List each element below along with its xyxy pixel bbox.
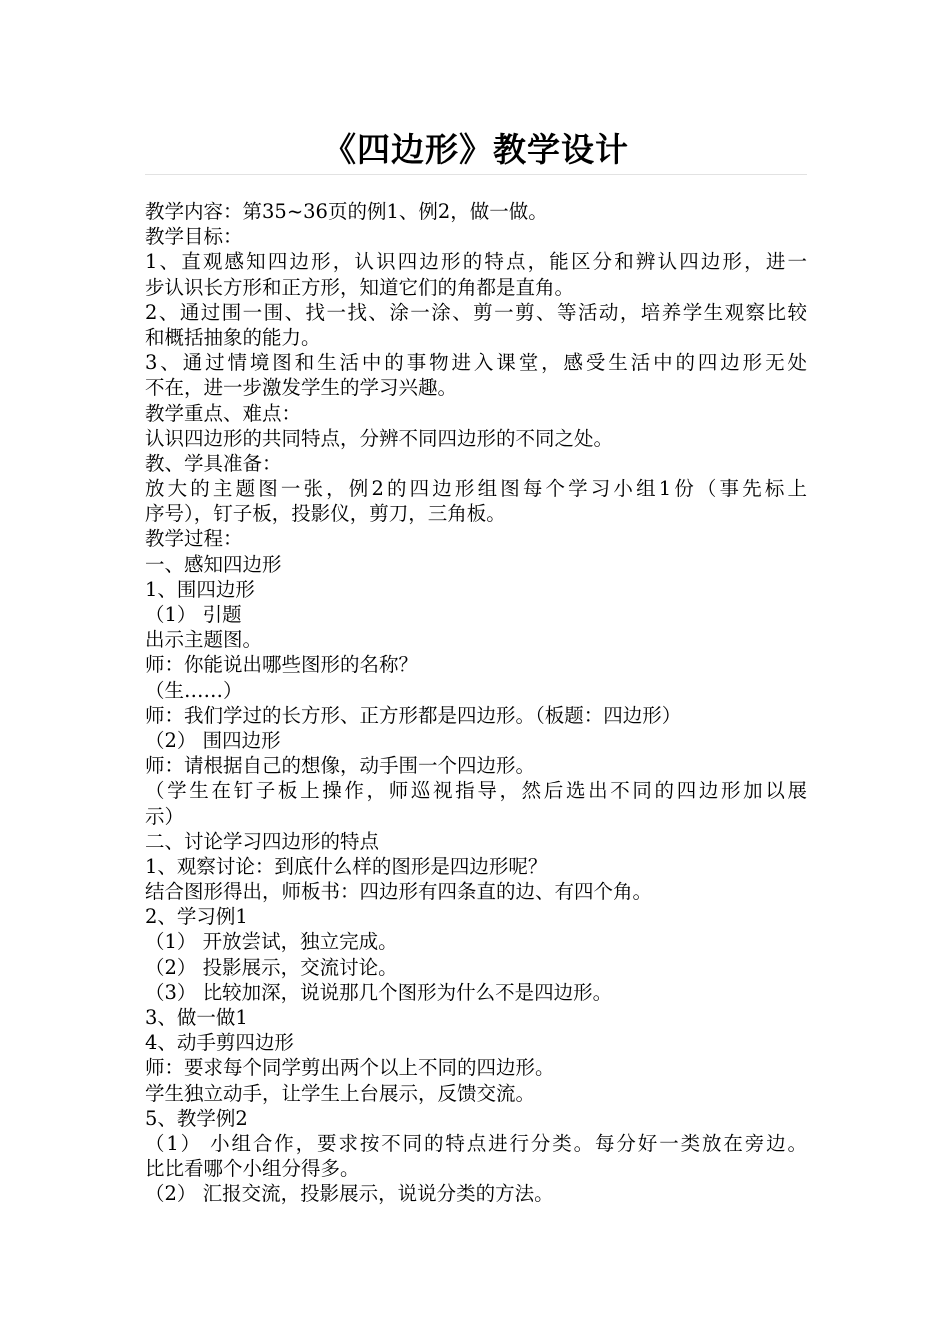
text-line: 二、讨论学习四边形的特点 (145, 829, 380, 853)
text-line: 教学重点、难点： (145, 401, 302, 425)
text-line: （1） 引题 (145, 603, 242, 626)
text-line: 1、直观感知四边形，认识四边形的特点，能区分和辨认四边形，进一 (145, 250, 807, 274)
text-line: （3） 比较加深，说说那几个图形为什么不是四边形。 (145, 980, 613, 1004)
text-line: 师：请根据自己的想像，动手围一个四边形。 (145, 754, 536, 778)
text-line: （2） 汇报交流，投影展示，说说分类的方法。 (145, 1182, 554, 1206)
text-line: 认识四边形的共同特点，分辨不同四边形的不同之处。 (145, 426, 614, 450)
text-line: 2、学习例1 (145, 905, 248, 929)
text-line: 教学内容：第35~36页的例1、例2，做一做。 (145, 200, 548, 223)
text-line: 4、动手剪四边形 (145, 1031, 294, 1055)
text-line: （学生在钉子板上操作，师巡视指导，然后选出不同的四边形加以展 (145, 779, 807, 803)
text-line: （2） 投影展示，交流讨论。 (145, 955, 398, 979)
text-line: 师：你能说出哪些图形的名称？ (145, 653, 419, 677)
text-line: 序号），钉子板，投影仪，剪刀，三角板。 (145, 502, 506, 526)
text-line: 一、感知四边形 (145, 552, 282, 576)
text-line: 教学过程： (145, 527, 243, 551)
text-line: （生……） (145, 678, 243, 702)
text-line: 师：要求每个同学剪出两个以上不同的四边形。 (145, 1056, 555, 1080)
text-line: 结合图形得出，师板书：四边形有四条直的边、有四个角。 (145, 880, 653, 904)
text-line: 2、通过围一围、找一找、涂一涂、剪一剪、等活动，培养学生观察比较 (145, 300, 807, 324)
text-line: 3、通过情境图和生活中的事物进入课堂，感受生活中的四边形无处 (145, 351, 807, 375)
text-line: 比比看哪个小组分得多。 (145, 1157, 360, 1181)
text-line: 学生独立动手，让学生上台展示，反馈交流。 (145, 1081, 536, 1105)
text-line: 师：我们学过的长方形、正方形都是四边形。（板题：四边形） (145, 703, 682, 727)
text-line: 1、观察讨论：到底什么样的图形是四边形呢？ (145, 854, 548, 878)
text-line: 出示主题图。 (145, 628, 263, 652)
text-line: （1） 小组合作，要求按不同的特点进行分类。每分好一类放在旁边。 (145, 1131, 807, 1155)
document-body (145, 199, 807, 1207)
text-line: 放大的主题图一张，例2的四边形组图每个学习小组1份（事先标上 (145, 477, 807, 501)
text-line: （1） 开放尝试，独立完成。 (145, 930, 398, 954)
title-divider (145, 174, 807, 175)
text-line: 示） (145, 804, 185, 828)
text-line: 1、围四边形 (145, 577, 255, 601)
text-line: （2） 围四边形 (145, 728, 281, 752)
document-title: 《四边形》教学设计 (323, 130, 629, 169)
text-line: 步认识长方形和正方形，知道它们的角都是直角。 (145, 275, 575, 299)
text-line: 教学目标： (145, 225, 243, 249)
text-line: 和概括抽象的能力。 (145, 325, 321, 349)
text-line: 教、学具准备： (145, 451, 282, 475)
text-line: 不在，进一步激发学生的学习兴趣。 (145, 376, 458, 400)
text-line: 5、教学例2 (145, 1106, 248, 1130)
text-line: 3、做一做1 (145, 1006, 248, 1029)
